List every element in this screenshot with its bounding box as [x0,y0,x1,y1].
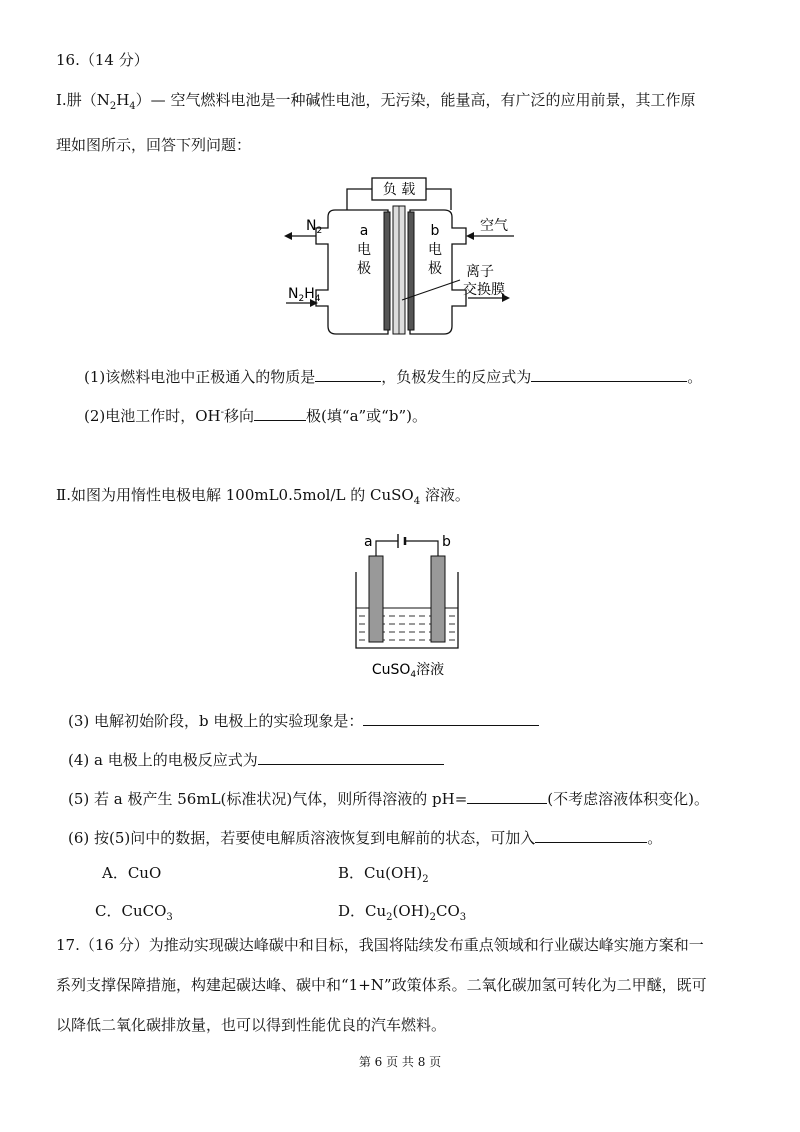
subquestion-2-end: 极(填“a”或“b”)。 [306,407,427,425]
part1-line1-pre: Ⅰ.肼（N [56,91,110,109]
subquestion-2-mid: 移向 [224,407,255,425]
part1-mid1: H [116,91,130,109]
subquestion-5-text: (5) 若 a 极产生 56mL(标准状况)气体，则所得溶液的 pH= [68,790,468,808]
electrode-b-char1: 电 [428,242,442,258]
electrode-a [384,212,390,330]
part1-sub2: 4 [129,101,136,112]
subquestion-1 [84,367,702,387]
membrane-label-2: 交换膜 [463,282,505,298]
n2-label: $N_2$ [306,218,323,236]
electrode-b-char2: 极 [428,261,442,277]
question-16-header: 16.（14 分） [56,51,149,69]
answer-blank-2[interactable] [254,406,306,421]
answer-blank-5[interactable] [467,789,547,804]
subquestion-4-text: (4) a 电极上的电极反应式为 [68,751,258,769]
subquestion-6-text: (6) 按(5)问中的数据，若要使电解质溶液恢复到电解前的状态，可加入 [68,829,536,847]
answer-blank-1b[interactable] [531,367,687,382]
subquestion-1-text: (1)该燃料电池中正极通入的物质是 [84,368,316,386]
n2h4-label: $N_2H_4$ [288,286,321,304]
air-label: 空气 [480,218,508,234]
subquestion-5-end: (不考虑溶液体积变化)。 [547,790,709,808]
electrode-a-char2: 极 [357,261,371,277]
part1-line1 [56,90,695,110]
subquestion-5 [68,789,709,809]
subquestion-1-end: 。 [687,368,703,386]
air-in-arrow-icon [466,232,474,240]
load-label: 负 载 [382,182,416,198]
subquestion-4 [68,750,444,770]
part1-line1-post: ）— 空气燃料电池是一种碱性电池，无污染，能量高，有广泛的应用前景，其工作原 [135,91,696,109]
part1-line2: 理如图所示，回答下列问题： [56,136,252,154]
electrode-b-label: b [430,223,440,239]
question-17-line3: 以降低二氧化碳排放量，也可以得到性能优良的汽车燃料。 [56,1016,447,1034]
answer-blank-3[interactable] [363,711,539,726]
part2-end: 溶液。 [420,486,470,504]
part2-text: Ⅱ.如图为用惰性电极电解 100mL0.5mol/L 的 CuSO [56,486,414,504]
subquestion-1-mid: ，负极发生的反应式为 [381,368,532,386]
subquestion-2-sup: - [220,407,225,418]
electrolysis-diagram [350,526,470,686]
electrode-a-label: a [359,223,369,239]
option-a[interactable]: A．CuO [102,864,162,882]
option-c[interactable]: C．CuCO$_3$ [95,902,173,923]
subquestion-6 [68,828,662,848]
electrode-a-label-2: a [364,534,373,550]
subquestion-6-end: 。 [647,829,663,847]
subquestion-3 [68,711,539,731]
option-d[interactable]: D．$Cu_2(OH)_2CO_3$ [338,902,467,923]
question-17-line1: 17.（16 分）为推动实现碳达峰碳中和目标，我国将陆续发布重点领域和行业碳达峰实施方案和一 [56,936,704,954]
answer-blank-4[interactable] [258,750,444,765]
electrode-a-rod [369,556,383,642]
electrode-a-char1: 电 [357,242,371,258]
part1-sub1: 2 [109,101,117,112]
part2-sub: 4 [413,496,421,507]
fuel-cell-diagram [280,172,520,342]
electrode-b-label-2: b [442,534,451,550]
electrode-b-rod [431,556,445,642]
membrane-label-1: 离子 [466,264,494,280]
page-footer: 第 6 页 共 8 页 [358,1055,442,1069]
answer-blank-6[interactable] [535,828,647,843]
solution-caption: CuSO$_4$溶液 [371,662,445,680]
subquestion-2-text: (2)电池工作时，OH [84,407,221,425]
left-compartment [316,210,388,334]
answer-blank-1a[interactable] [315,367,381,382]
part2-line [56,485,470,505]
subquestion-3-text: (3) 电解初始阶段，b 电极上的实验现象是： [68,712,364,730]
subquestion-2 [84,406,427,426]
question-17-line2: 系列支撑保障措施，构建起碳达峰、碳中和“1+N”政策体系。二氧化碳加氢可转化为二甲醚，既可 [56,976,707,994]
option-b[interactable]: B．$Cu(OH)_2$ [338,864,429,885]
electrode-b [408,212,414,330]
n2-out-arrow-icon [284,232,292,240]
